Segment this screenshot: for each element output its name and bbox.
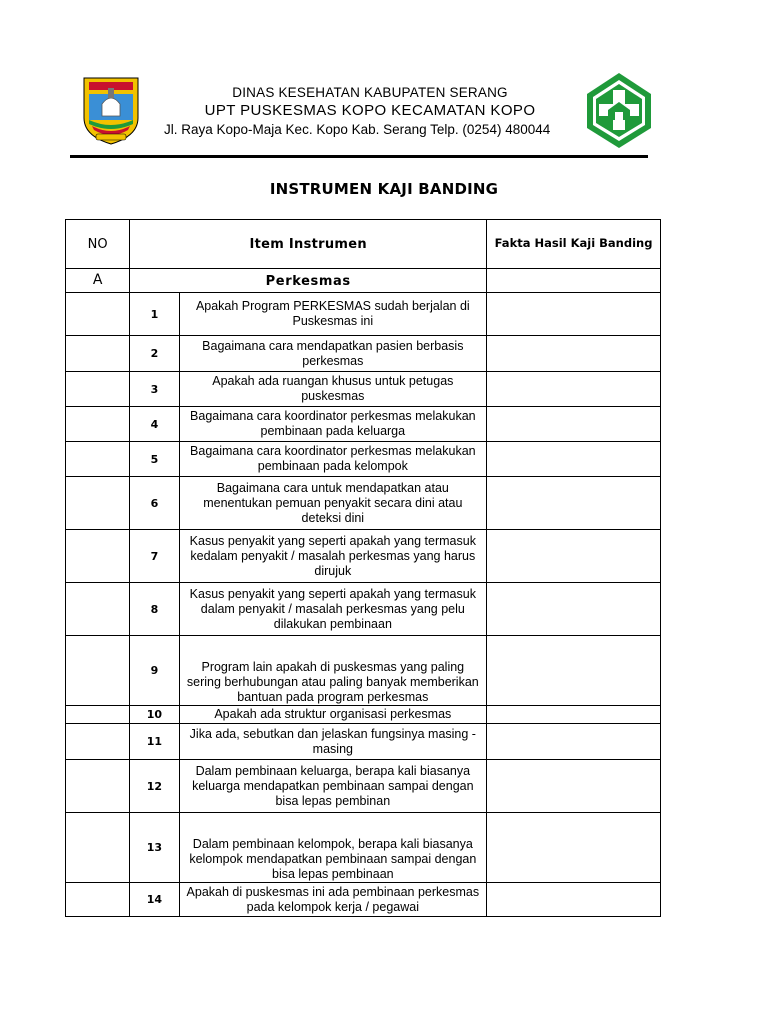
- row-fakta-cell[interactable]: [487, 530, 661, 583]
- row-number: 7: [130, 530, 179, 583]
- row-no-cell: [66, 477, 130, 530]
- row-no-cell: [66, 407, 130, 442]
- row-no-cell: [66, 706, 130, 724]
- row-item-text: Bagaimana cara mendapatkan pasien berbasis perkesmas: [179, 336, 487, 372]
- table-row: [66, 883, 661, 917]
- row-no-cell: [66, 530, 130, 583]
- row-no-cell: [66, 883, 130, 917]
- section-fakta-cell: [487, 269, 661, 293]
- table-header-row: [66, 220, 661, 269]
- document-title: INSTRUMEN KAJI BANDING: [269, 180, 499, 198]
- table-row: [66, 530, 661, 583]
- row-no-cell: [66, 372, 130, 407]
- row-number: 13: [130, 813, 179, 883]
- row-item-text: Apakah ada struktur organisasi perkesmas: [179, 706, 487, 724]
- row-fakta-cell[interactable]: [487, 706, 661, 724]
- row-no-cell: [66, 760, 130, 813]
- row-item-text: Apakah ada ruangan khusus untuk petugas puskesmas: [179, 372, 487, 407]
- letterhead: [0, 0, 768, 170]
- row-item-text: Apakah Program PERKESMAS sudah berjalan di Puskesmas ini: [179, 293, 487, 336]
- agency-name: DINAS KESEHATAN KABUPATEN SERANG: [232, 85, 508, 100]
- table-row: [66, 336, 661, 372]
- letterhead-divider: [70, 155, 648, 158]
- row-item-text: Dalam pembinaan keluarga, berapa kali biasanya keluarga mendapatkan pembinaan sampai dengan bisa lepas pembinan: [179, 760, 487, 813]
- row-fakta-cell[interactable]: [487, 813, 661, 883]
- row-fakta-cell[interactable]: [487, 293, 661, 336]
- row-fakta-cell[interactable]: [487, 760, 661, 813]
- row-no-cell: [66, 293, 130, 336]
- table-row: [66, 477, 661, 530]
- row-item-text: Jika ada, sebutkan dan jelaskan fungsinya masing - masing: [179, 724, 487, 760]
- section-name: Perkesmas: [130, 269, 487, 293]
- institution-address: Jl. Raya Kopo-Maja Kec. Kopo Kab. Serang Telp. (0254) 480044: [164, 122, 551, 137]
- row-fakta-cell[interactable]: [487, 636, 661, 706]
- row-number: 10: [130, 706, 179, 724]
- table-row: [66, 760, 661, 813]
- table-row: [66, 293, 661, 336]
- row-no-cell: [66, 583, 130, 636]
- table-row: [66, 442, 661, 477]
- row-number: 2: [130, 336, 179, 372]
- row-item-text: Bagaimana cara untuk mendapatkan atau menentukan pemuan penyakit secara dini atau deteksi dini: [179, 477, 487, 530]
- row-item-text: Kasus penyakit yang seperti apakah yang termasuk dalam penyakit / masalah perkesmas yang pelu dilakukan pembinaan: [179, 583, 487, 636]
- column-header-fakta: Fakta Hasil Kaji Banding: [487, 220, 661, 269]
- table-row: [66, 636, 661, 706]
- row-number: 12: [130, 760, 179, 813]
- row-fakta-cell[interactable]: [487, 477, 661, 530]
- row-number: 4: [130, 407, 179, 442]
- row-number: 8: [130, 583, 179, 636]
- column-header-item: Item Instrumen: [130, 220, 487, 269]
- row-no-cell: [66, 636, 130, 706]
- letterhead-text: [150, 84, 590, 139]
- row-item-text: Apakah di puskesmas ini ada pembinaan perkesmas pada kelompok kerja / pegawai: [179, 883, 487, 917]
- row-fakta-cell[interactable]: [487, 724, 661, 760]
- row-item-text: Program lain apakah di puskesmas yang paling sering berhubungan atau paling banyak memberikan bantuan pada program perkesmas: [179, 636, 487, 706]
- row-number: 6: [130, 477, 179, 530]
- table-row: [66, 583, 661, 636]
- row-item-text: Bagaimana cara koordinator perkesmas melakukan pembinaan pada keluarga: [179, 407, 487, 442]
- column-header-no: NO: [66, 220, 130, 269]
- row-item-text: Kasus penyakit yang seperti apakah yang termasuk kedalam penyakit / masalah perkesmas yang harus dirujuk: [179, 530, 487, 583]
- row-fakta-cell[interactable]: [487, 336, 661, 372]
- row-number: 14: [130, 883, 179, 917]
- table-row: [66, 372, 661, 407]
- kabupaten-serang-emblem-icon: [80, 74, 142, 146]
- row-fakta-cell[interactable]: [487, 883, 661, 917]
- row-fakta-cell[interactable]: [487, 407, 661, 442]
- row-number: 3: [130, 372, 179, 407]
- table-row: [66, 706, 661, 724]
- section-row: [66, 269, 661, 293]
- puskesmas-cross-house-icon: [584, 70, 654, 150]
- row-fakta-cell[interactable]: [487, 583, 661, 636]
- row-number: 5: [130, 442, 179, 477]
- row-no-cell: [66, 813, 130, 883]
- row-no-cell: [66, 336, 130, 372]
- row-fakta-cell[interactable]: [487, 442, 661, 477]
- table-row: [66, 407, 661, 442]
- row-number: 9: [130, 636, 179, 706]
- row-fakta-cell[interactable]: [487, 372, 661, 407]
- row-number: 1: [130, 293, 179, 336]
- row-item-text: Dalam pembinaan kelompok, berapa kali biasanya kelompok mendapatkan pembinaan sampai dengan bisa lepas pembinaan: [179, 813, 487, 883]
- row-item-text: Bagaimana cara koordinator perkesmas melakukan pembinaan pada kelompok: [179, 442, 487, 477]
- institution-name: UPT PUSKESMAS KOPO KECAMATAN KOPO: [204, 102, 536, 119]
- instrument-table: [65, 219, 661, 917]
- table-row: [66, 724, 661, 760]
- row-no-cell: [66, 724, 130, 760]
- table-row: [66, 813, 661, 883]
- row-number: 11: [130, 724, 179, 760]
- section-code: A: [66, 269, 130, 293]
- row-no-cell: [66, 442, 130, 477]
